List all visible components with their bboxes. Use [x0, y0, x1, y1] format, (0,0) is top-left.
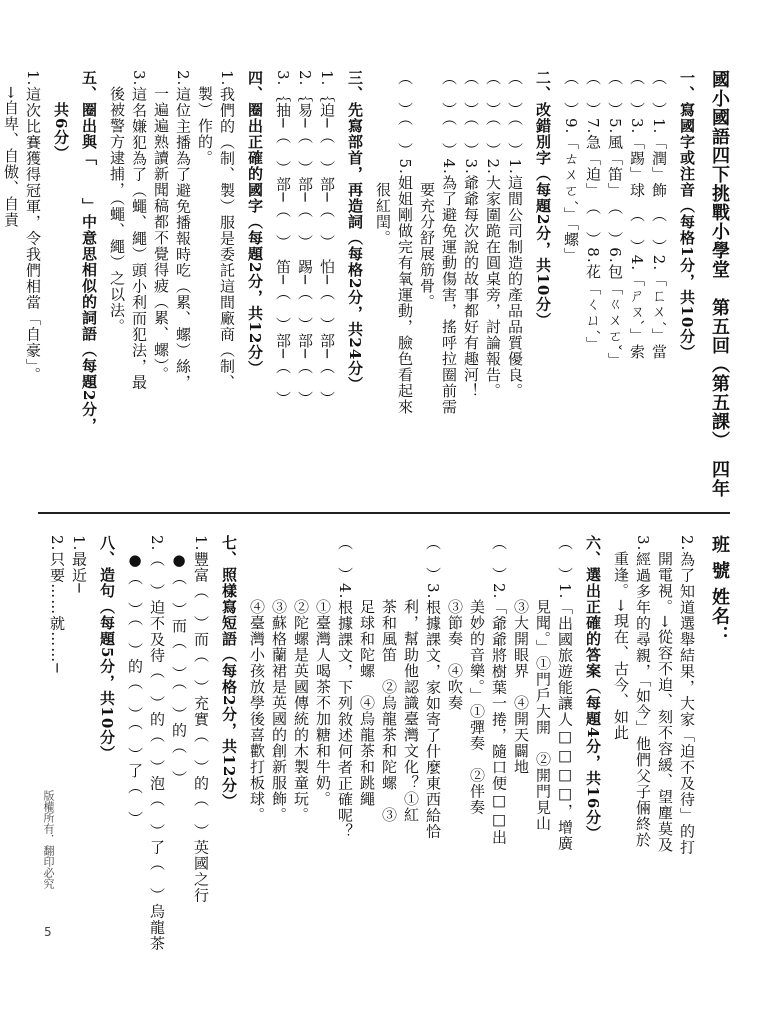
question-line: 2.這位主播為了避免播報時吃（累、螺）絲， [174, 70, 192, 391]
question-line: ●（ ）（ ）的（ ）（ ）了（ ） [126, 535, 144, 827]
question-line: 很紅閏。 [374, 70, 392, 246]
number-label: 號 [709, 561, 730, 581]
question-line: 茶和風笛 ②烏龍茶和陀螺 ③ [380, 535, 398, 823]
question-line: 1.｛迫─（ ）部─（ ） 怕─（ ）部─（ ） [318, 70, 336, 407]
question-line: （ ）7.急「迫」 （ ）8.花「ㄑㄩˊ」 [584, 70, 602, 353]
question-line: ①臺灣人喝茶不加糖和牛奶。 [314, 535, 332, 807]
question-line: 一遍遍熟讀新聞稿都不覺得疲（累、螺）。 [152, 70, 170, 383]
section-heading: 二、改錯別字（每題2分，共10分） [534, 70, 552, 329]
question-line: 重逢。→現在、古今、如此 [612, 535, 630, 741]
section-heading: 八、造句（每題5分，共10分） [98, 535, 116, 762]
copyright-footer: 版權所有．翻印必究 [42, 790, 55, 889]
question-line: 1.這次比賽獲得冠軍，令我們相當「自豪」。 [24, 70, 42, 383]
question-line: （ ）2.「爺爺將樹葉一捲，隨口便□□出 [490, 535, 508, 846]
bottom-section [40, 535, 730, 955]
question-line: ③蘇格蘭裙是英國的創新服飾。 [270, 535, 288, 823]
question-line: （ ）1.「出國旅遊能讓人□□□□，增廣 [556, 535, 574, 852]
name-header [708, 535, 730, 955]
top-section [2, 70, 730, 498]
question-line: 後被警方逮捕，（蠅、繩）之以法。 [108, 70, 126, 335]
question-line: 要充分舒展筋骨。 [418, 70, 436, 310]
section-heading: 四、圈出正確的國字（每題2分，共12分） [246, 70, 264, 377]
question-line: 2.（ ）迫不及待（ ）的（ ）泡（ ）了（ ）烏龍茶 [148, 535, 166, 952]
page-number: 5 [44, 925, 52, 939]
question-line: ●（ ）而（ ）（ ）的（ ） [170, 535, 188, 787]
question-line: 2.只要……就……─ [48, 535, 66, 674]
question-line: ②陀螺是英國傳統的木製童玩。 [292, 535, 310, 823]
section-heading: 一、寫國字或注音（每格1分，共10分） [678, 70, 696, 361]
question-line: 2.｛易─（ ）部─（ ） 踢─（ ）部─（ ） [296, 70, 314, 407]
question-line: 利，幫助他認識臺灣文化？①紅 [402, 535, 420, 823]
question-line: （ ）（ ）3.爺爺每次說的故事都好有趣河！ [462, 70, 480, 399]
question-line: ④臺灣小孩放學後喜歡打板球。 [248, 535, 266, 823]
question-line: （ ）（ ）4.為了避免運動傷害，搖呼拉圈前需 [440, 70, 458, 415]
question-line: →自卑、自傲、自責 [2, 70, 20, 228]
question-line: （ ）（ ）1.這間公司制造的產品品質優良。 [506, 70, 524, 399]
question-line: （ ）9.「ㄊㄨㄛˊ」「螺」 [562, 70, 580, 264]
question-line: 1.豐富（ ）而（ ）充實（ ）的（ ）英國之行 [192, 535, 210, 904]
question-line: ③大開眼界 ④開天闢地 [512, 535, 530, 775]
question-line: （ ）3.根據課文，家如寄了什麼東西給恰 [424, 535, 442, 840]
question-line: （ ）（ ）2.大家圍跪在圓桌旁，討論報告。 [484, 70, 502, 399]
question-line: 製）作的。 [196, 70, 214, 166]
question-line: 見聞。」①門戶大開 ②開門見山 [534, 535, 552, 832]
name-label: 姓名： [709, 587, 730, 645]
section-heading: 六、選出正確的答案（每題4分，共16分） [584, 535, 602, 842]
question-line: ③節奏 ④吹奏 [446, 535, 464, 711]
question-line: 1.我們的（制、製）服是委託這間廠商（制、 [218, 70, 236, 391]
section-divider [38, 512, 730, 514]
question-line: 美妙的音樂。」①彈奏 ②伴奏 [468, 535, 486, 816]
question-line: 3.經過多年的尋親，「如今」他們父子倆終於 [634, 535, 652, 848]
question-line: （ ）4.根據課文，下列敘述何者正確呢？ [336, 535, 354, 840]
question-line: 1.最近─ [70, 535, 88, 594]
class-label: 班 [709, 535, 730, 554]
section-heading: 三、先寫部首，再造詞（每格2分，共24分） [346, 70, 364, 393]
section-heading: 共6分） [52, 70, 70, 162]
question-line: 足球和陀螺 ④烏龍茶和跳繩 [358, 535, 376, 807]
question-line: 3.這名嫌犯為了（蠅、繩）頭小利而犯法，最 [130, 70, 148, 391]
question-line: （ ）1.「潤」飾 （ ）2.「ㄈㄨˊ」當 [650, 70, 668, 360]
page-title: 國小國語四下挑戰小學堂 第五回（第五課） 四年 [709, 70, 730, 498]
section-heading: 七、照樣寫短語（每格2分，共12分） [220, 535, 238, 810]
question-line: 2.為了知道選舉結果，大家「迫不及待」的打 [678, 535, 696, 856]
question-line: （ ）3.「踢」球 （ ）4.「ㄕㄡˋ」索 [628, 70, 646, 360]
section-heading: 五、圈出與「 」中意思相似的詞語（每題2分， [80, 70, 98, 434]
question-line: 3.｛抽─（ ）部─（ ） 笛─（ ）部─（ ） [274, 70, 292, 407]
question-line: （ ）（ ）5.姐姐剛做完有氧運動，臉色看起來 [396, 70, 414, 415]
question-line: （ ）5.風「笛」 （ ）6.包「ㄍㄨㄛˇ」 [606, 70, 624, 369]
question-line: 開電視。→從容不迫、刻不容緩、望塵莫及 [656, 535, 674, 853]
